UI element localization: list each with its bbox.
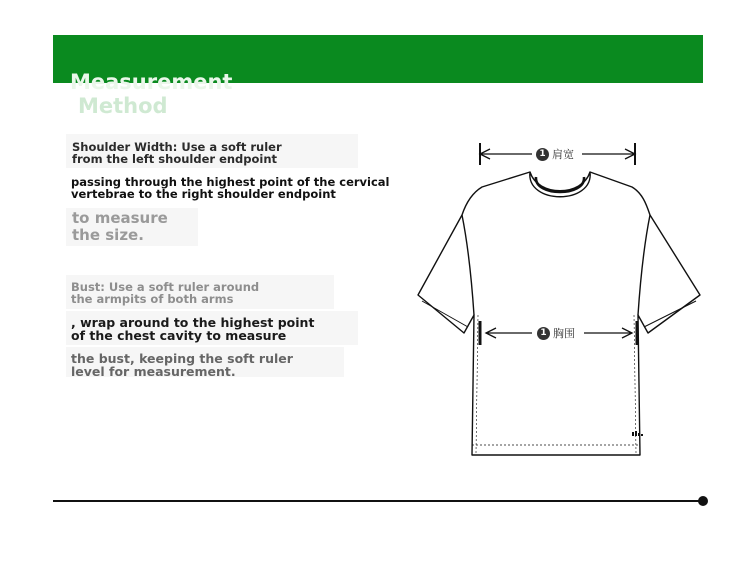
tshirt-collar-inner <box>536 177 584 192</box>
tshirt-diagram <box>410 135 710 465</box>
page-title-line2: Method <box>78 94 168 118</box>
shoulder-label-text: 肩宽 <box>552 148 574 161</box>
shoulder-number-badge: 1 <box>536 148 549 161</box>
tshirt-right-sleeve-hem <box>644 301 696 327</box>
hem-label-icon <box>632 431 643 436</box>
page-title <box>70 46 232 142</box>
bust-number-badge: 1 <box>537 327 550 340</box>
tshirt-left-side-seam <box>476 315 478 453</box>
bust-instruction-3: the bust, keeping the soft ruler level for measurement. <box>71 351 293 379</box>
bottom-divider <box>53 500 703 502</box>
shoulder-measure-label <box>534 146 576 162</box>
bust-measure-label <box>535 325 577 341</box>
tshirt-outline <box>418 172 700 455</box>
tshirt-left-sleeve-hem <box>422 301 468 327</box>
shoulder-instruction-2: passing through the highest point of the cervical vertebrae to the right shoulder endpoint <box>71 175 390 201</box>
shoulder-instruction-3: to measure the size. <box>72 209 168 244</box>
tshirt-right-armhole <box>638 215 650 315</box>
bust-instruction-2: , wrap around to the highest point of the chest cavity to measure <box>71 315 315 343</box>
shoulder-instruction-1: Shoulder Width: Use a soft ruler from the left shoulder endpoint <box>72 140 282 166</box>
bust-label-text: 胸围 <box>553 327 575 340</box>
page-title-line1: Measurement <box>70 70 233 94</box>
bust-instruction-1: Bust: Use a soft ruler around the armpits of both arms <box>71 280 260 306</box>
bottom-divider-dot <box>698 496 708 506</box>
tshirt-left-armhole <box>462 215 474 315</box>
